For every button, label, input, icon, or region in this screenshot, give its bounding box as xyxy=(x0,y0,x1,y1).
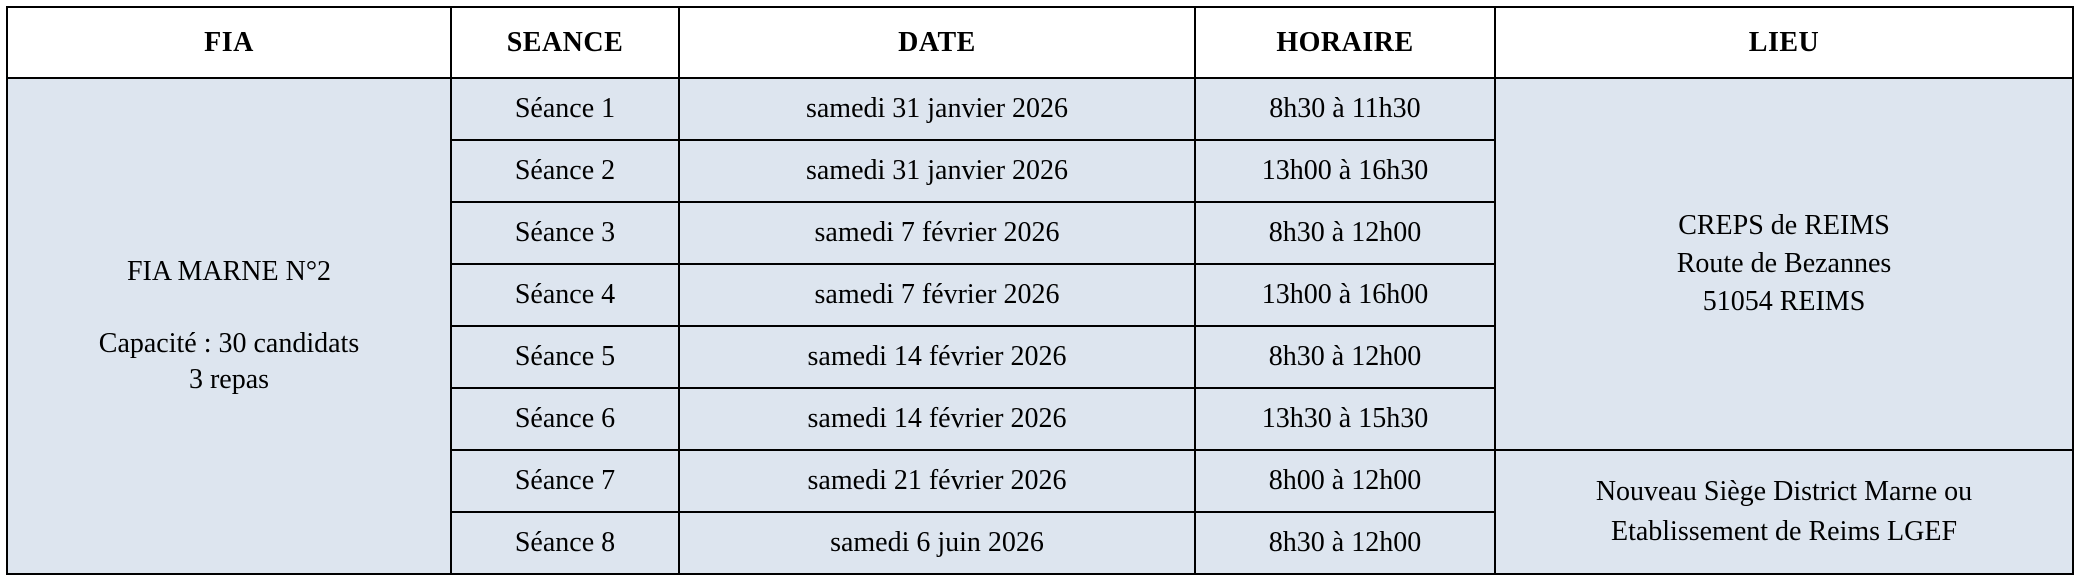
date-cell: samedi 14 février 2026 xyxy=(679,326,1195,388)
date-cell: samedi 7 février 2026 xyxy=(679,202,1195,264)
fia-meals: 3 repas xyxy=(188,364,270,395)
date-cell: samedi 6 juin 2026 xyxy=(679,512,1195,574)
lieu-line: Etablissement de Reims LGEF xyxy=(1610,516,1958,547)
fia-capacity: Capacité : 30 candidats xyxy=(98,328,360,359)
seance-cell: Séance 2 xyxy=(451,140,679,202)
lieu-cell-district xyxy=(1495,450,2073,574)
fia-name: FIA MARNE N°2 xyxy=(126,256,332,287)
seance-cell: Séance 7 xyxy=(451,450,679,512)
horaire-cell: 13h00 à 16h00 xyxy=(1195,264,1495,326)
seance-cell: Séance 4 xyxy=(451,264,679,326)
lieu-cell-creps xyxy=(1495,78,2073,450)
horaire-cell: 8h30 à 12h00 xyxy=(1195,326,1495,388)
schedule-table xyxy=(6,6,2074,575)
seance-cell: Séance 6 xyxy=(451,388,679,450)
table-row xyxy=(7,78,2073,140)
header-row xyxy=(7,7,2073,78)
date-cell: samedi 14 février 2026 xyxy=(679,388,1195,450)
horaire-cell: 8h30 à 12h00 xyxy=(1195,512,1495,574)
seance-cell: Séance 3 xyxy=(451,202,679,264)
header-horaire: HORAIRE xyxy=(1195,7,1495,78)
header-date: DATE xyxy=(679,7,1195,78)
date-cell: samedi 31 janvier 2026 xyxy=(679,78,1195,140)
date-cell: samedi 21 février 2026 xyxy=(679,450,1195,512)
header-seance: SEANCE xyxy=(451,7,679,78)
seance-cell: Séance 8 xyxy=(451,512,679,574)
horaire-cell: 8h30 à 11h30 xyxy=(1195,78,1495,140)
header-fia: FIA xyxy=(7,7,451,78)
lieu-line: CREPS de REIMS xyxy=(1678,210,1890,241)
lieu-line: 51054 REIMS xyxy=(1702,286,1866,317)
horaire-cell: 8h30 à 12h00 xyxy=(1195,202,1495,264)
lieu-line: Nouveau Siège District Marne ou xyxy=(1595,476,1973,507)
header-lieu: LIEU xyxy=(1495,7,2073,78)
lieu-line: Route de Bezannes xyxy=(1676,248,1892,279)
fia-cell xyxy=(7,78,451,574)
date-cell: samedi 31 janvier 2026 xyxy=(679,140,1195,202)
horaire-cell: 13h00 à 16h30 xyxy=(1195,140,1495,202)
fia-spacer xyxy=(14,290,444,326)
horaire-cell: 13h30 à 15h30 xyxy=(1195,388,1495,450)
horaire-cell: 8h00 à 12h00 xyxy=(1195,450,1495,512)
seance-cell: Séance 5 xyxy=(451,326,679,388)
seance-cell: Séance 1 xyxy=(451,78,679,140)
date-cell: samedi 7 février 2026 xyxy=(679,264,1195,326)
